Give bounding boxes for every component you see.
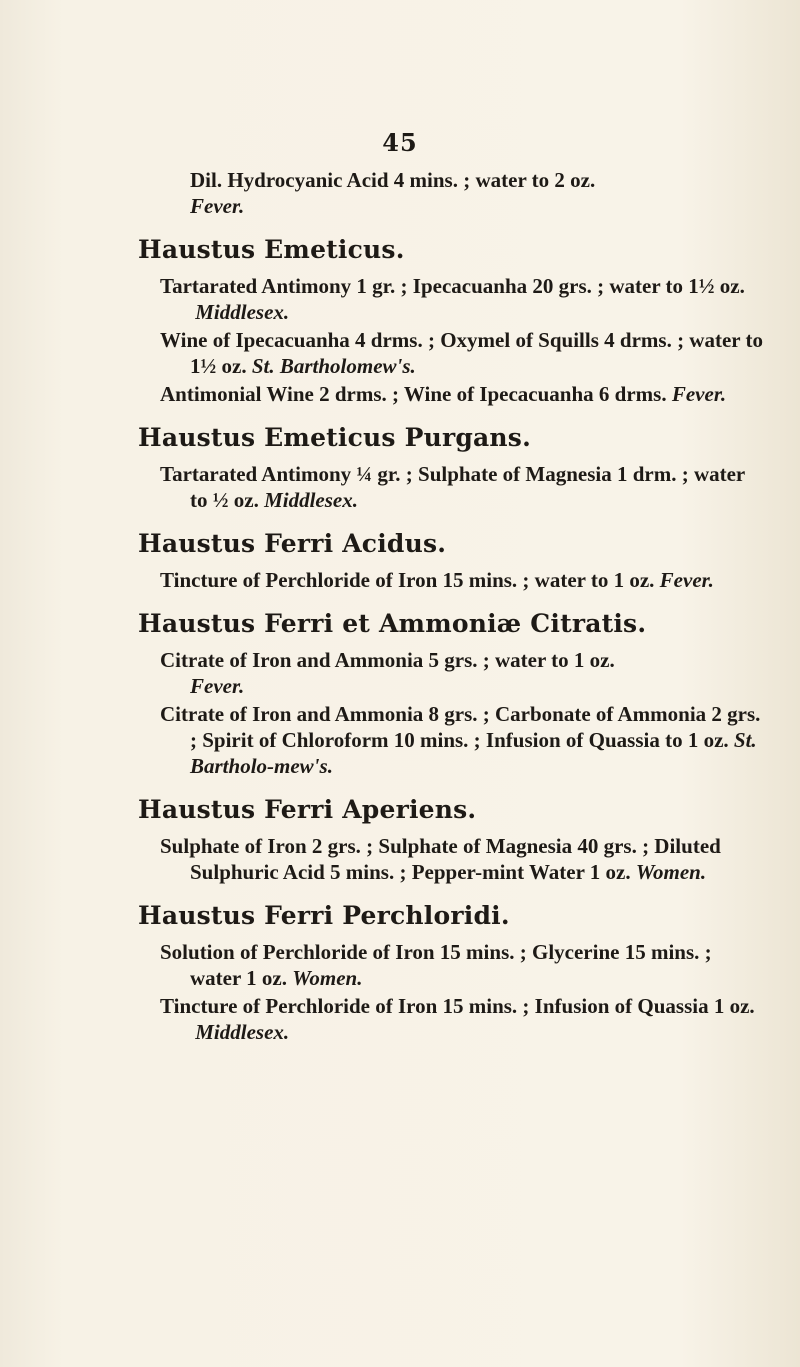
- recipe-text: Citrate of Iron and Ammonia 8 grs. ; Carbonate of Ammonia 2 grs. ; Spirit of Chloroform 10 mins. ; Infusion of Quassia to 1 oz.: [160, 702, 761, 752]
- lead-entry-tag: Fever.: [190, 194, 245, 218]
- recipe-source: Fever.: [671, 382, 727, 406]
- recipe-entry: [160, 939, 763, 991]
- page-number: 45: [382, 128, 418, 157]
- recipe-text: Citrate of Iron and Ammonia 5 grs. ; water to 1 oz.: [160, 648, 615, 672]
- section-haustus-ferri-perchloridi: [138, 899, 763, 1045]
- recipe-entry: [160, 273, 763, 325]
- section-haustus-ferri-et-ammoniae-citratis: [138, 607, 763, 779]
- recipe-entry: [160, 381, 763, 407]
- lead-entry-text: Dil. Hydrocyanic Acid 4 mins. ; water to 2 oz.: [190, 168, 596, 192]
- recipe-source: Middlesex.: [264, 488, 358, 512]
- section-title: Haustus Emeticus.: [138, 235, 405, 264]
- recipe-text: Solution of Perchloride of Iron 15 mins. ; Glycerine 15 mins. ; water 1 oz.: [160, 940, 712, 990]
- recipe-text: Tincture of Perchloride of Iron 15 mins. ; water to 1 oz.: [160, 568, 655, 592]
- recipe-text: Tincture of Perchloride of Iron 15 mins. ; Infusion of Quassia 1 oz.: [160, 994, 755, 1018]
- section-haustus-emeticus: [138, 233, 763, 407]
- recipe-entry: [160, 647, 763, 699]
- recipe-text: Antimonial Wine 2 drms. ; Wine of Ipecacuanha 6 drms.: [160, 382, 667, 406]
- section-title: Haustus Ferri Acidus.: [138, 529, 447, 558]
- section-title: Haustus Ferri Aperiens.: [138, 795, 477, 824]
- recipe-entry: [160, 993, 763, 1045]
- recipe-source: Middlesex.: [195, 1020, 290, 1044]
- recipe-source: Women.: [635, 860, 707, 884]
- section-haustus-ferri-acidus: [138, 527, 763, 593]
- recipe-entry: [160, 327, 763, 379]
- recipe-source: Fever.: [190, 674, 245, 698]
- section-title: Haustus Emeticus Purgans.: [138, 423, 531, 452]
- section-haustus-ferri-aperiens: [138, 793, 763, 885]
- recipe-source: St. Bartholomew's.: [251, 354, 416, 378]
- recipe-entry: [160, 461, 763, 513]
- recipe-text: Wine of Ipecacuanha 4 drms. ; Oxymel of Squills 4 drms. ; water to 1½ oz.: [160, 328, 763, 378]
- recipe-text: Sulphate of Iron 2 grs. ; Sulphate of Magnesia 40 grs. ; Diluted Sulphuric Acid 5 mins. ; Pepper-mint Water 1 oz.: [160, 834, 721, 884]
- recipe-source: St. Bartholo-mew's.: [190, 728, 757, 778]
- lead-entry: [190, 167, 763, 219]
- recipe-source: Women.: [292, 966, 363, 990]
- recipe-entry: [160, 701, 763, 779]
- section-title: Haustus Ferri Perchloridi.: [138, 901, 510, 930]
- section-title: Haustus Ferri et Ammoniæ Citratis.: [138, 609, 647, 638]
- page-content: [138, 167, 763, 1047]
- section-haustus-emeticus-purgans: [138, 421, 763, 513]
- recipe-entry: [160, 567, 763, 593]
- recipe-source: Middlesex.: [195, 300, 290, 324]
- recipe-text: Tartarated Antimony ¼ gr. ; Sulphate of Magnesia 1 drm. ; water to ½ oz.: [160, 462, 745, 512]
- recipe-text: Tartarated Antimony 1 gr. ; Ipecacuanha 20 grs. ; water to 1½ oz.: [160, 274, 745, 298]
- recipe-entry: [160, 833, 763, 885]
- recipe-source: Fever.: [659, 568, 714, 592]
